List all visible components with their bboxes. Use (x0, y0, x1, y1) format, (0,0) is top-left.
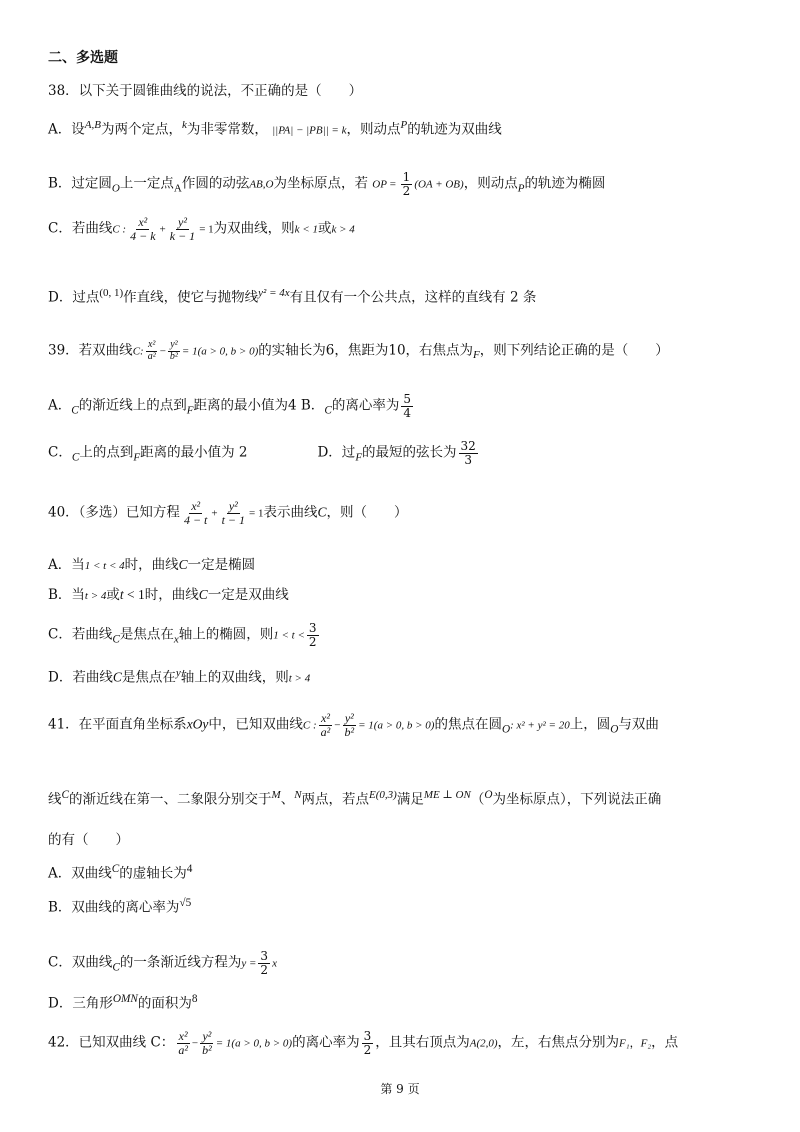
section-heading: 二、多选题 (48, 50, 118, 66)
q39-options-ab: A．$_C$的渐近线上的点到$_F$距离的最小值为4 B．$_C$的离心率为 $\frac{5}{4}$ (48, 392, 411, 420)
q38-option-d: D．过点$^{(0, 1)}$作直线，使它与抛物线$^{y^2 = 4x}$有且仅有一个公共点，这样的直线有 2 条 (48, 287, 537, 306)
q38-option-b: B．过定圆$_O$上一定点$_A$作圆的动弦AB,O为坐标原点，若 OP = $\frac{1}{2}$ (OA + OB)，则动点$_P$的轨迹为椭圆 (48, 170, 606, 198)
q40-option-a: A．当1 < t < 4时，曲线C一定是椭圆 (48, 557, 256, 573)
question-38-stem: 38．以下关于圆锥曲线的说法，不正确的是（ ） (48, 83, 363, 99)
q41-option-d: D．三角形$^{OMN}$的面积为$^8$ (48, 993, 198, 1012)
q38-option-a: A．设$^{A,B}$为两个定点，$^k$为非零常数， ||PA| − |PB|| = k，则动点$^P$的轨迹为双曲线 (48, 119, 502, 138)
q41-stem-line-2: 线$^C$的渐近线在第一、二象限分别交于$^M$、$^N$两点，若点$^{E(0,3)}$满足$^{ME \perp ON}$（$^O$为坐标原点），下列说法正确 (48, 789, 662, 808)
question-39-stem: 39．若双曲线C: $\frac{\text{x²}}{\text{a²}}$ − $\frac{\text{y²}}{\text{b²}}$ = 1(a > 0, b > 0)的实轴长为6，焦距为10，右焦点为$_F$，则下列结论正确的是（ ） (48, 339, 669, 362)
question-40-stem: 40．（多选）已知方程 $\frac{\text{x²}}{4 - t}$ + $\frac{\text{y²}}{t - 1}$ = 1表示曲线C，则（ ） (48, 499, 408, 527)
q38-option-c: C．若曲线C : $\frac{\text{x²}}{4 - k}$ + $\frac{\text{y²}}{k - 1}$ = 1为双曲线，则k < 1或k > 4 (48, 215, 355, 243)
q41-option-c: C．双曲线$_C$的一条渐近线方程为y = $\frac{3}{2}$ x (48, 949, 277, 977)
q40-option-b: B．当t > 4或t < 1时，曲线C一定是双曲线 (48, 587, 289, 603)
question-42-stem: 42．已知双曲线 C： $\frac{\text{x²}}{\text{a²}}$ − $\frac{\text{y²}}{\text{b²}}$ = 1(a > 0, b > 0)的离心率为 $\frac{3}{2}$ ，且其右顶点为A(2,0)，左，右焦点分别为F₁，F₂，点 (48, 1029, 679, 1057)
q41-option-a: A．双曲线$^C$的虚轴长为$^4$ (48, 863, 193, 882)
question-41-stem: 41．在平面直角坐标系xOy中，已知双曲线C : $\frac{\text{x²}}{\text{a²}}$ − $\frac{\text{y²}}{\text{b²}}$ = 1(a > 0, b > 0)的焦点在圆$_O$: x² + y² = 20上，圆$_O$与双曲 (48, 711, 659, 739)
q40-option-d: D．若曲线C是焦点在$^y$轴上的双曲线，则t > 4 (48, 667, 311, 686)
q40-option-c: C．若曲线$_C$是焦点在$_x$轴上的椭圆，则1 < t < $\frac{3}{2}$ (48, 621, 317, 649)
q41-stem-line-3: 的有（ ） (48, 832, 129, 848)
q41-option-b: B．双曲线的离心率为$^{√5}$ (48, 897, 192, 916)
q39-options-cd: C．$_C$上的点到$_F$距离的最小值为 2 D．过$_F$的最短的弦长为 $\frac{32}{3}$ (48, 439, 476, 467)
page-footer: 第 9 页 (380, 1082, 420, 1096)
